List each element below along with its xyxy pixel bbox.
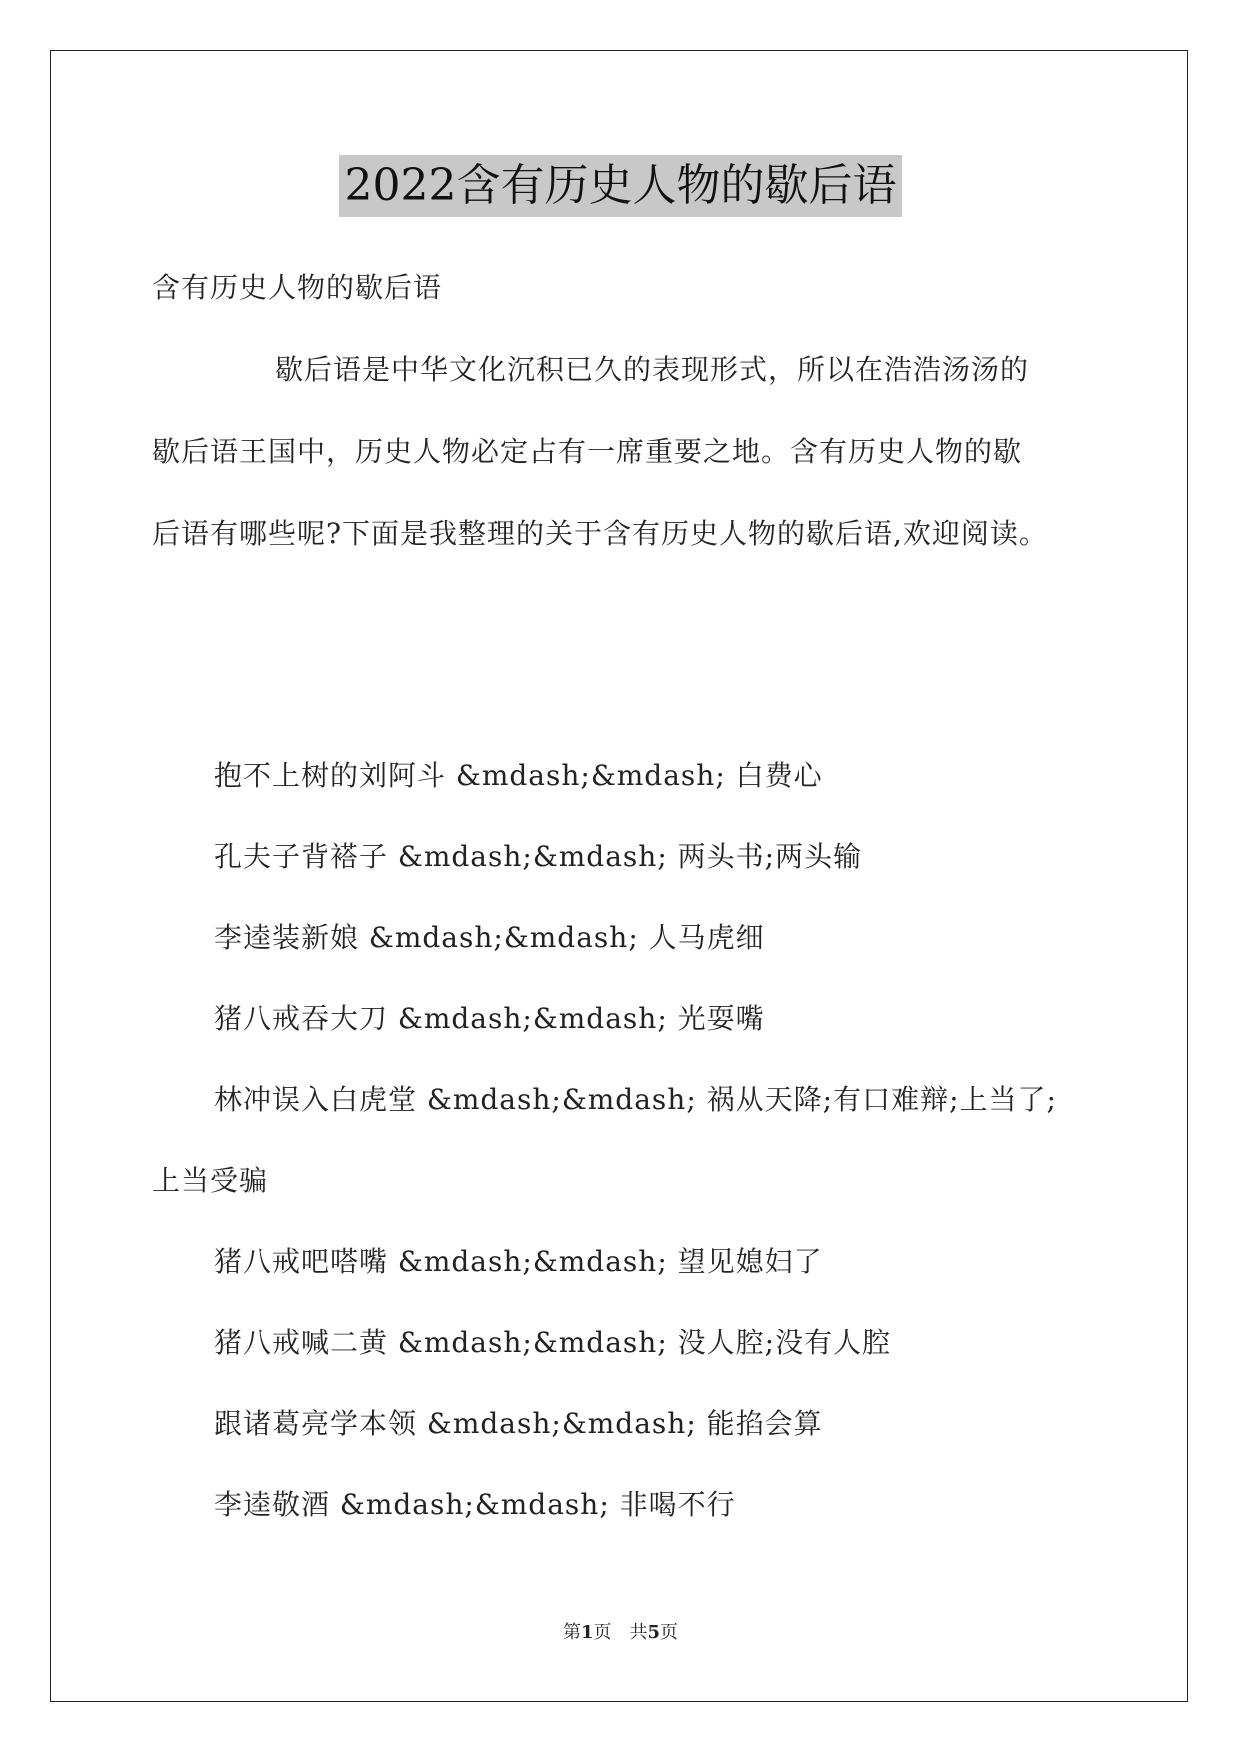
document-title: 2022含有历史人物的歇后语 (339, 155, 903, 217)
intro-line-2: 歇后语王国中，历史人物必定占有一席重要之地。含有历史人物的歇 (152, 435, 1023, 468)
saying-item: 林冲误入白虎堂 &mdash;&mdash; 祸从天降;有口难辩;上当了; (214, 1083, 1057, 1116)
page-footer (0, 1618, 1241, 1644)
saying-item: 猪八戒喊二黄 &mdash;&mdash; 没人腔;没有人腔 (214, 1326, 892, 1359)
saying-item-continuation: 上当受骗 (152, 1164, 269, 1197)
footer-page-suffix: 页 (593, 1622, 612, 1643)
total-pages-number: 5 (647, 1622, 661, 1643)
intro-line-3: 后语有哪些呢?下面是我整理的关于含有历史人物的歇后语,欢迎阅读。 (152, 517, 1048, 550)
footer-prefix: 第 (562, 1622, 581, 1643)
saying-item: 孔夫子背褡子 &mdash;&mdash; 两头书;两头输 (214, 840, 863, 873)
saying-item: 跟诸葛亮学本领 &mdash;&mdash; 能掐会算 (214, 1407, 823, 1440)
footer-total-suffix: 页 (660, 1622, 679, 1643)
saying-item: 抱不上树的刘阿斗 &mdash;&mdash; 白费心 (214, 759, 823, 792)
intro-line-1: 歇后语是中华文化沉积已久的表现形式，所以在浩浩汤汤的 (275, 353, 1030, 386)
current-page-number: 1 (580, 1622, 594, 1643)
footer-total-prefix: 共 (629, 1622, 648, 1643)
saying-item: 猪八戒吧嗒嘴 &mdash;&mdash; 望见媳妇了 (214, 1245, 823, 1278)
document-subtitle: 含有历史人物的歇后语 (152, 271, 443, 304)
saying-item: 李逵装新娘 &mdash;&mdash; 人马虎细 (214, 921, 765, 954)
title-container (0, 155, 1241, 217)
saying-item: 猪八戒吞大刀 &mdash;&mdash; 光耍嘴 (214, 1002, 765, 1035)
saying-item: 李逵敬酒 &mdash;&mdash; 非喝不行 (214, 1488, 736, 1521)
